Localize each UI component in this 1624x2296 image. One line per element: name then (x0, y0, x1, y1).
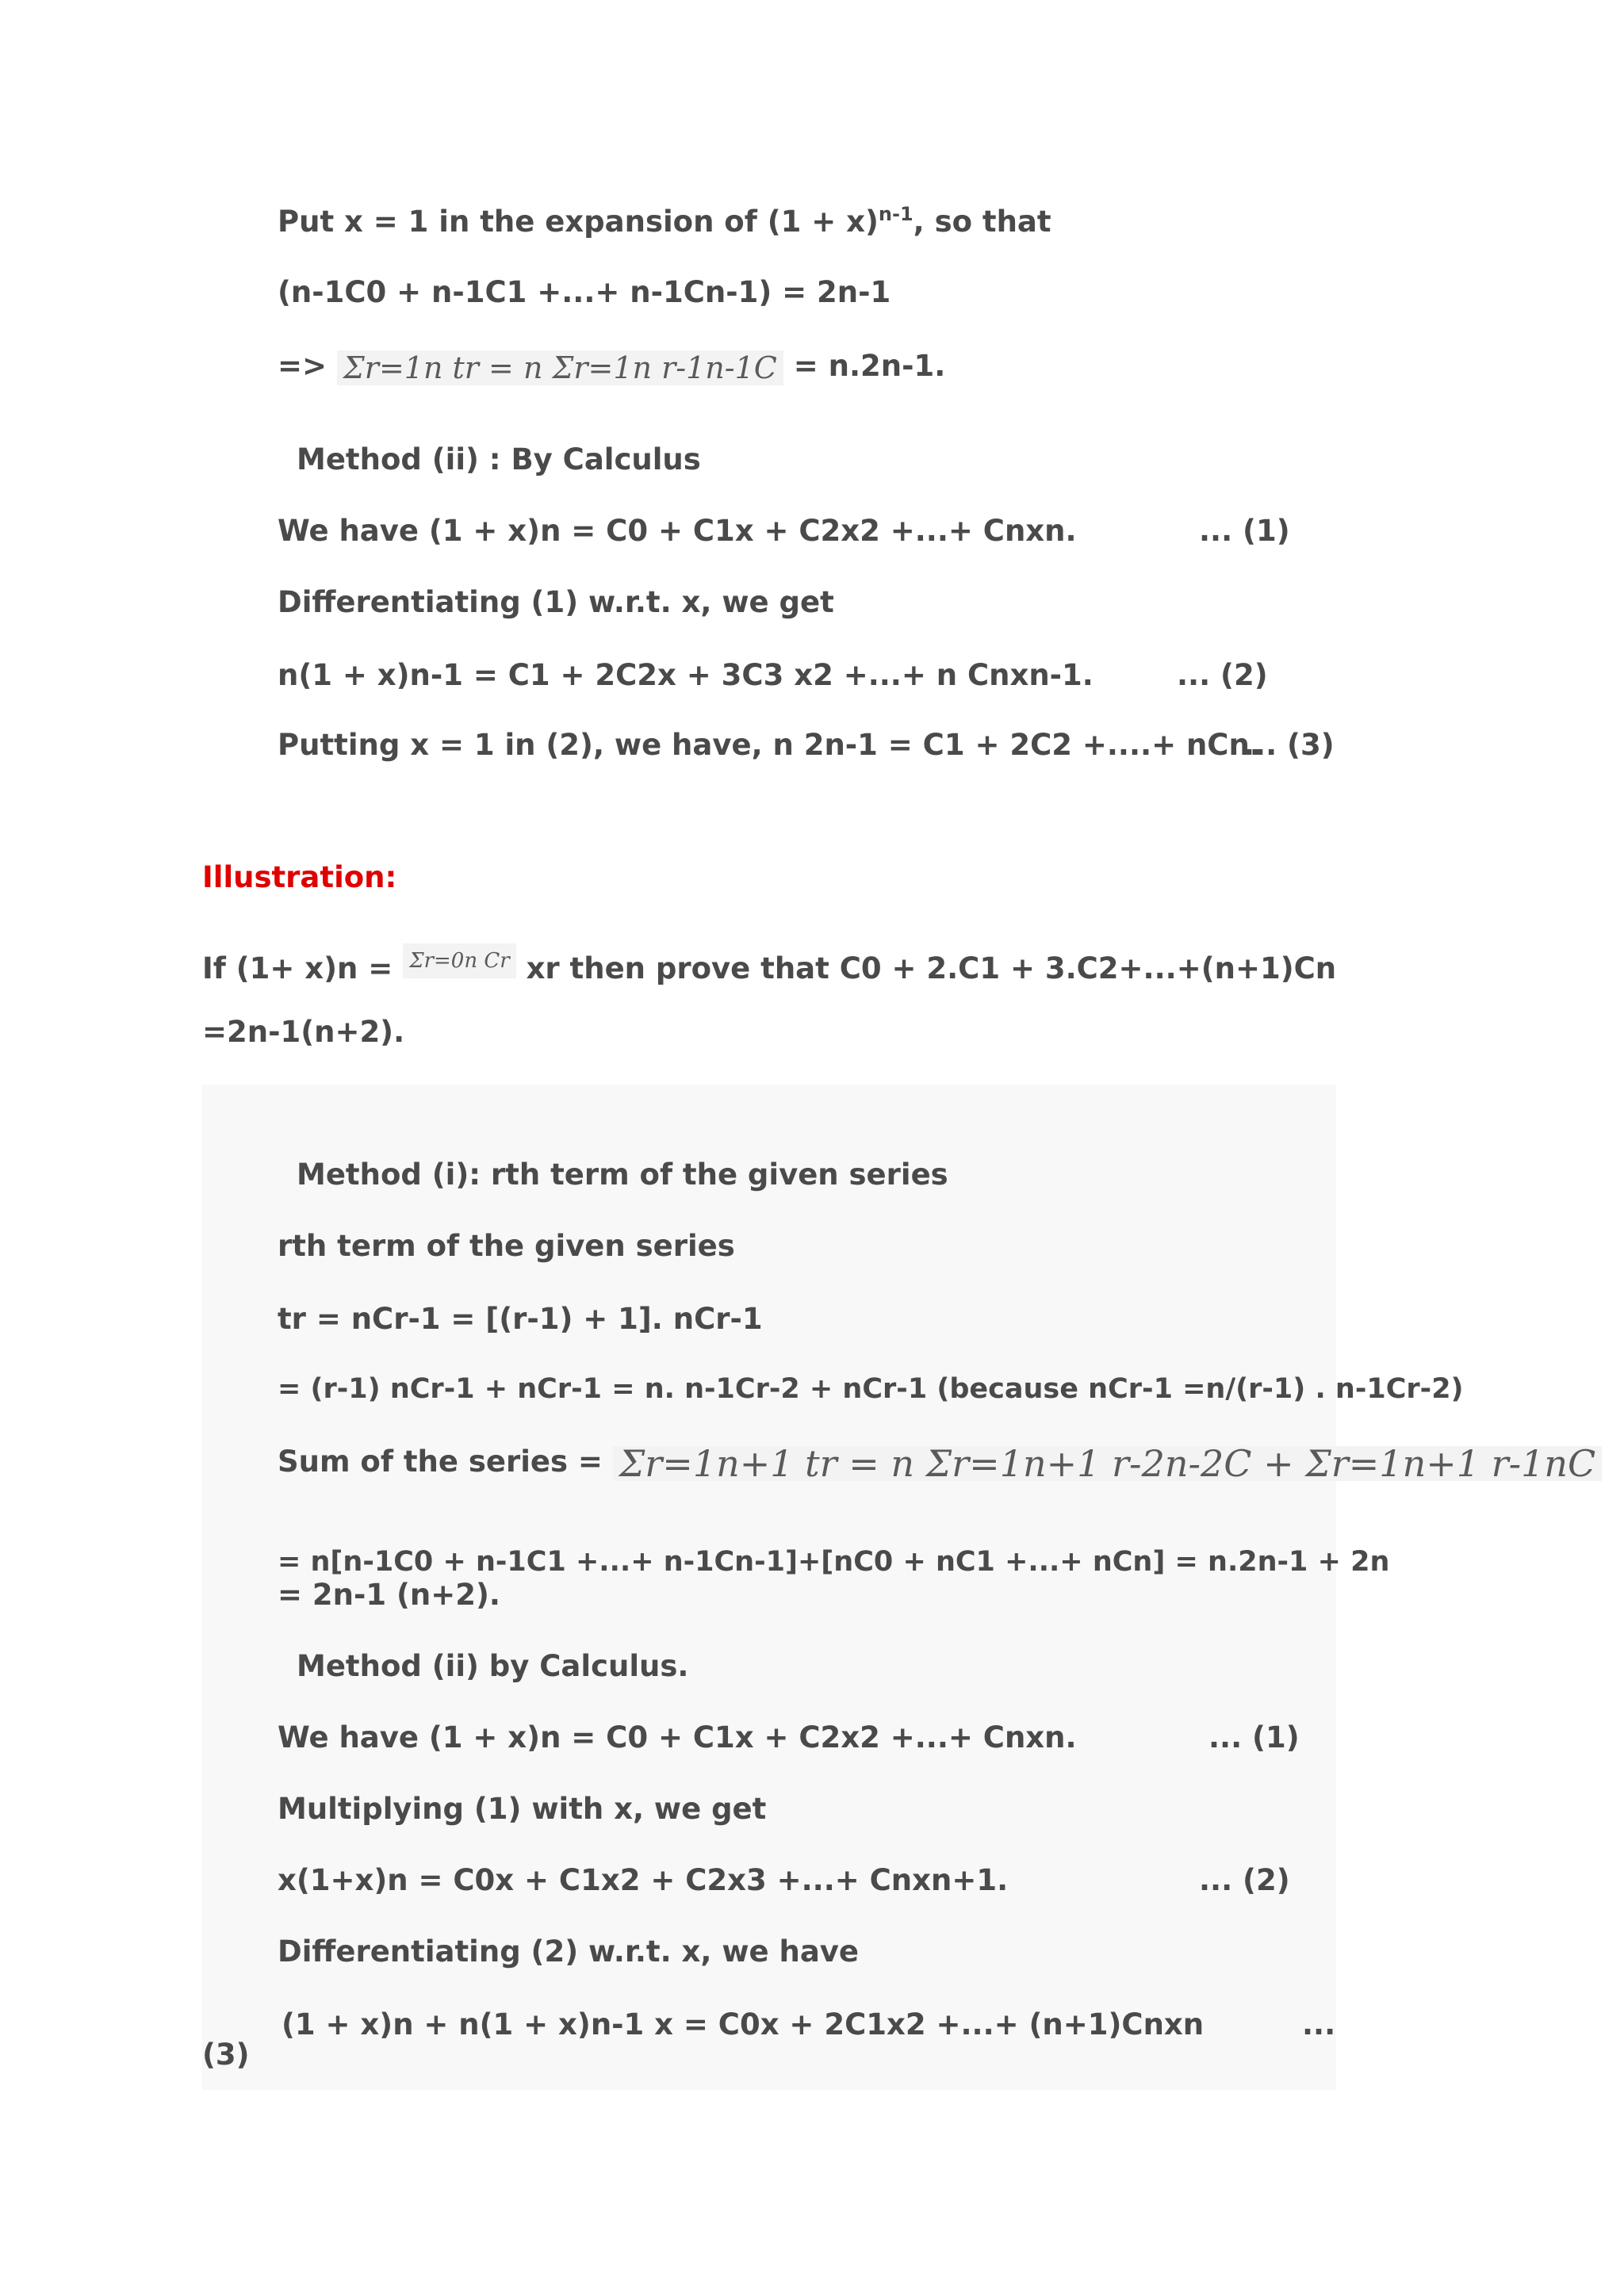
text-line: = n[n-1C0 + n-1C1 +...+ n-1Cn-1]+[nC0 + nC1 +...+ nCn] = n.2n-1 + 2n (278, 1546, 1390, 1578)
equation-ref: ... (1) (1208, 1720, 1300, 1755)
text-line: Differentiating (2) w.r.t. x, we have (278, 1934, 860, 1969)
text-line: tr = nCr-1 = [(r-1) + 1]. nCr-1 (278, 1302, 763, 1336)
text-line: x(1+x)n = C0x + C1x2 + C2x3 +...+ Cnxn+1. (278, 1863, 1009, 1897)
illustration-heading: Illustration: (202, 860, 397, 894)
text-line: We have (1 + x)n = C0 + C1x + C2x2 +...+ Cnxn. (278, 1720, 1077, 1755)
equation-ref: ... (2) (1177, 658, 1268, 692)
equation-ref: ... (1302, 2007, 1336, 2042)
text-line: We have (1 + x)n = C0 + C1x + C2x2 +...+ Cnxn. (278, 514, 1077, 548)
text-line: => Σr=1n tr = n Σr=1n r-1n-1C = n.2n-1. (278, 349, 946, 385)
question-line: =2n-1(n+2). (202, 1015, 405, 1049)
formula-image: Σr=1n tr = n Σr=1n r-1n-1C (337, 350, 783, 385)
text-line: Putting x = 1 in (2), we have, n 2n-1 = C1 + 2C2 +....+ nCn. (278, 728, 1261, 762)
formula-image: Σr=1n+1 tr = n Σr=1n+1 r-2n-2C + Σr=1n+1 r-1nC (613, 1446, 1603, 1481)
question-line: If (1+ x)n = Σr=0n Cr xr then prove that C0 + 2.C1 + 3.C2+...+(n+1)Cn (202, 943, 1336, 986)
text-line: Put x = 1 in the expansion of $(1 + x)^{n-1}$, so that (278, 203, 1051, 239)
equation-ref: ... (2) (1199, 1863, 1290, 1897)
section-heading: Method (i): rth term of the given series (297, 1158, 948, 1192)
equation-ref: ... (1) (1199, 514, 1290, 548)
text-line: Sum of the series = Σr=1n+1 tr = n Σr=1n+1 r-2n-2C + Σr=1n+1 r-1nC (278, 1445, 1602, 1481)
text-line: n(1 + x)n-1 = C1 + 2C2x + 3C3 x2 +...+ n Cnxn-1. (278, 658, 1094, 692)
text-line: = 2n-1 (n+2). (278, 1578, 500, 1612)
equation-ref: (3) (202, 2038, 250, 2072)
text-line: Differentiating (1) w.r.t. x, we get (278, 585, 834, 619)
text-line: Multiplying (1) with x, we get (278, 1792, 767, 1826)
formula-image: Σr=0n Cr (403, 943, 515, 978)
section-heading: Method (ii) by Calculus. (297, 1649, 689, 1683)
text-line: = (r-1) nCr-1 + nCr-1 = n. n-1Cr-2 + nCr-1 (because nCr-1 =n/(r-1) . n-1Cr-2) (278, 1373, 1464, 1405)
text-line: (1 + x)n + n(1 + x)n-1 x = C0x + 2C1x2 +...+ (n+1)Cnxn (282, 2007, 1205, 2042)
equation-ref: ... (3) (1243, 728, 1335, 762)
section-heading: Method (ii) : By Calculus (297, 442, 701, 476)
text-line: rth term of the given series (278, 1229, 735, 1263)
text-line: (n-1C0 + n-1C1 +...+ n-1Cn-1) = 2n-1 (278, 275, 891, 309)
